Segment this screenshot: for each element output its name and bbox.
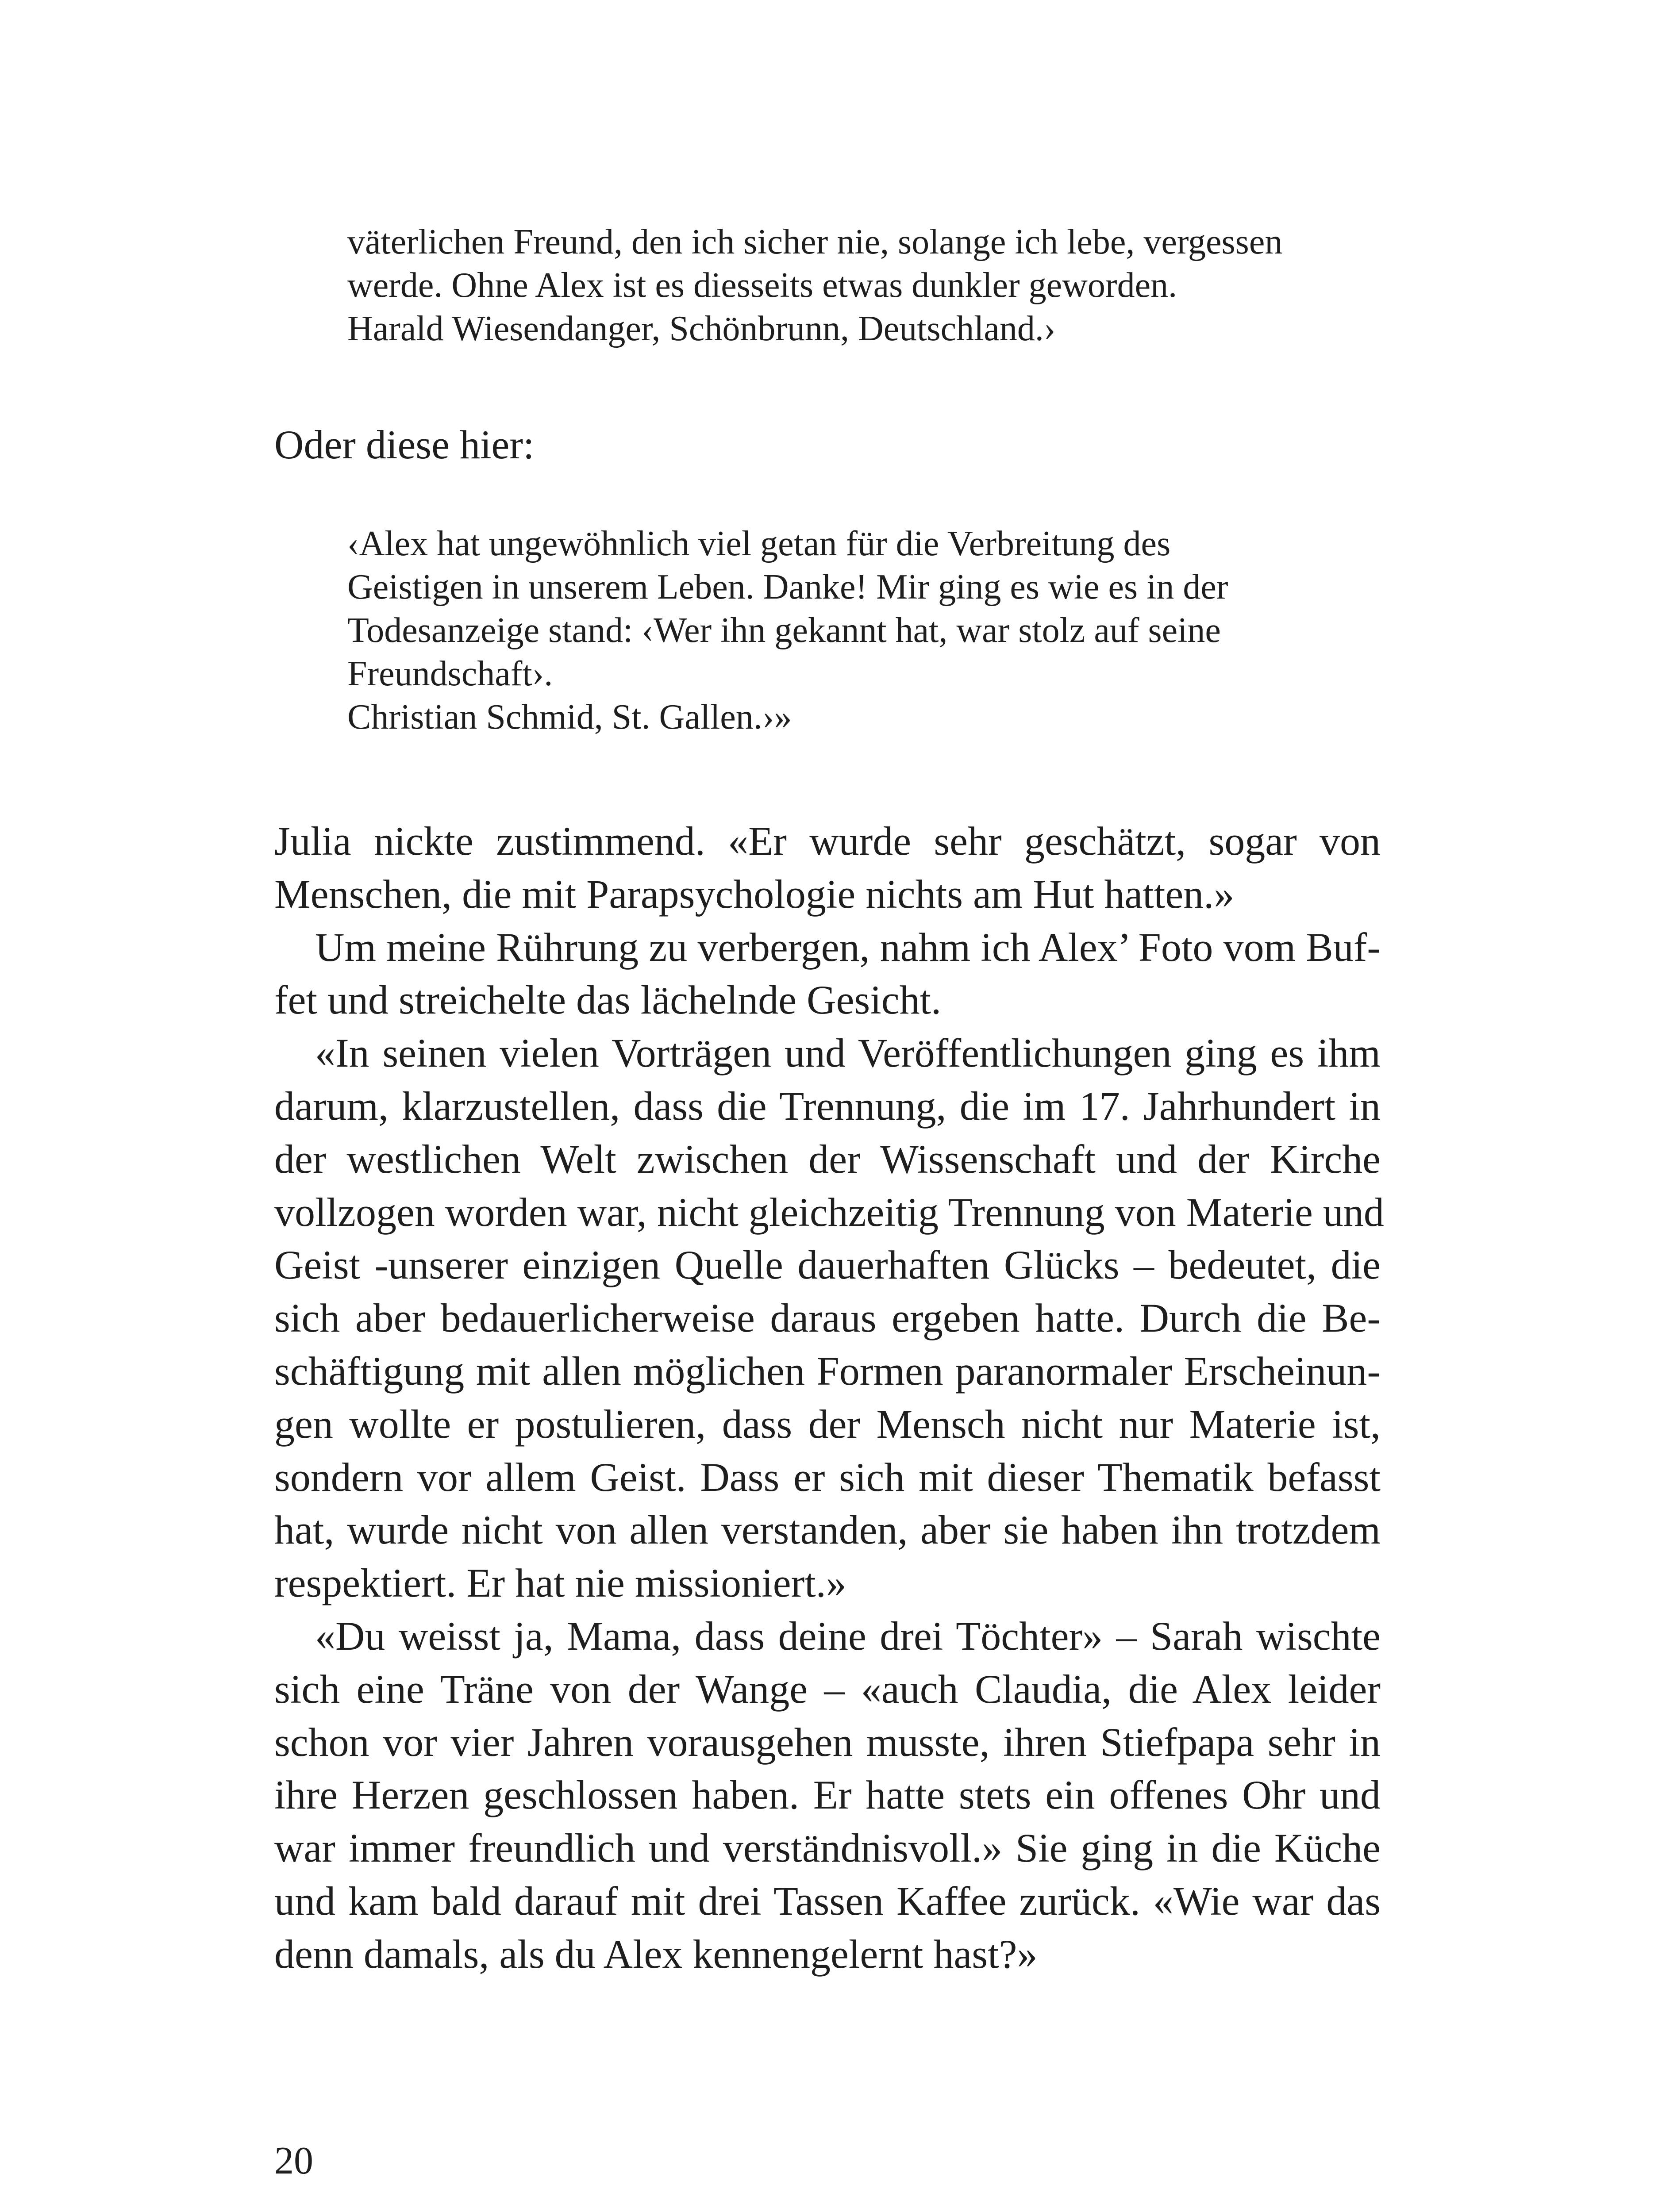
quote-line: werde. Ohne Alex ist es diesseits etwas dunkler geworden. <box>347 266 1177 305</box>
intro-line: Oder diese hier: <box>274 422 535 467</box>
body-line: Geist -unserer einzigen Quelle dauerhaften Glücks – bedeutet, die <box>274 1242 1381 1288</box>
body-line: gen wollte er postulieren, dass der Mensch nicht nur Materie ist, <box>274 1401 1381 1447</box>
body-line: respektiert. Er hat nie missioniert.» <box>274 1560 846 1606</box>
body-line: ihre Herzen geschlossen haben. Er hatte stets ein offenes Ohr und <box>274 1772 1381 1818</box>
body-line: Julia nickte zustimmend. «Er wurde sehr geschätzt, sogar von <box>274 818 1381 864</box>
body-line: denn damals, als du Alex kennengelernt hast?» <box>274 1931 1038 1977</box>
page-number: 20 <box>274 2139 313 2182</box>
body-text <box>274 815 1384 1981</box>
body-line: schäftigung mit allen möglichen Formen paranormaler Erscheinun- <box>274 1348 1381 1394</box>
body-line: «Du weisst ja, Mama, dass deine drei Töchter» – Sarah wischte <box>315 1613 1381 1659</box>
quote-line: Harald Wiesendanger, Schönbrunn, Deutschland.› <box>347 309 1056 348</box>
body-line: sondern vor allem Geist. Dass er sich mit dieser Thematik befasst <box>274 1454 1381 1500</box>
quote-line: Christian Schmid, St. Gallen.›» <box>347 698 792 737</box>
body-line: sich eine Träne von der Wange – «auch Claudia, die Alex leider <box>274 1666 1381 1712</box>
body-line: fet und streichelte das lächelnde Gesicht. <box>274 977 942 1023</box>
body-line: und kam bald darauf mit drei Tassen Kaffee zurück. «Wie war das <box>274 1878 1381 1924</box>
body-line: darum, klarzustellen, dass die Trennung, die im 17. Jahrhundert in <box>274 1083 1381 1129</box>
body-line: vollzogen worden war, nicht gleichzeitig Trennung von Materie und <box>274 1189 1384 1235</box>
block-quote-schmid <box>347 522 1387 739</box>
body-line: war immer freundlich und verständnisvoll.» Sie ging in die Küche <box>274 1825 1381 1871</box>
quote-line: väterlichen Freund, den ich sicher nie, solange ich lebe, vergessen <box>347 223 1283 261</box>
quote-line: Geistigen in unserem Leben. Danke! Mir ging es wie es in der <box>347 568 1228 607</box>
body-line: hat, wurde nicht von allen verstanden, aber sie haben ihn trotzdem <box>274 1507 1381 1553</box>
body-line: schon vor vier Jahren vorausgehen musste, ihren Stiefpapa sehr in <box>274 1719 1381 1765</box>
block-quote-wiesendanger <box>347 220 1387 350</box>
quote-line: Freundschaft›. <box>347 654 553 693</box>
body-line: «In seinen vielen Vorträgen und Veröffentlichungen ging es ihm <box>315 1030 1381 1076</box>
body-line: Menschen, die mit Parapsychologie nichts am Hut hatten.» <box>274 871 1235 917</box>
body-line: sich aber bedauerlicherweise daraus ergeben hatte. Durch die Be- <box>274 1295 1381 1341</box>
body-line: Um meine Rührung zu verbergen, nahm ich Alex’ Foto vom Buf- <box>315 924 1381 970</box>
quote-line: ‹Alex hat ungewöhnlich viel getan für die Verbreitung des <box>347 524 1171 563</box>
body-line: der westlichen Welt zwischen der Wissenschaft und der Kirche <box>274 1136 1381 1182</box>
quote-line: Todesanzeige stand: ‹Wer ihn gekannt hat, war stolz auf seine <box>347 611 1221 650</box>
